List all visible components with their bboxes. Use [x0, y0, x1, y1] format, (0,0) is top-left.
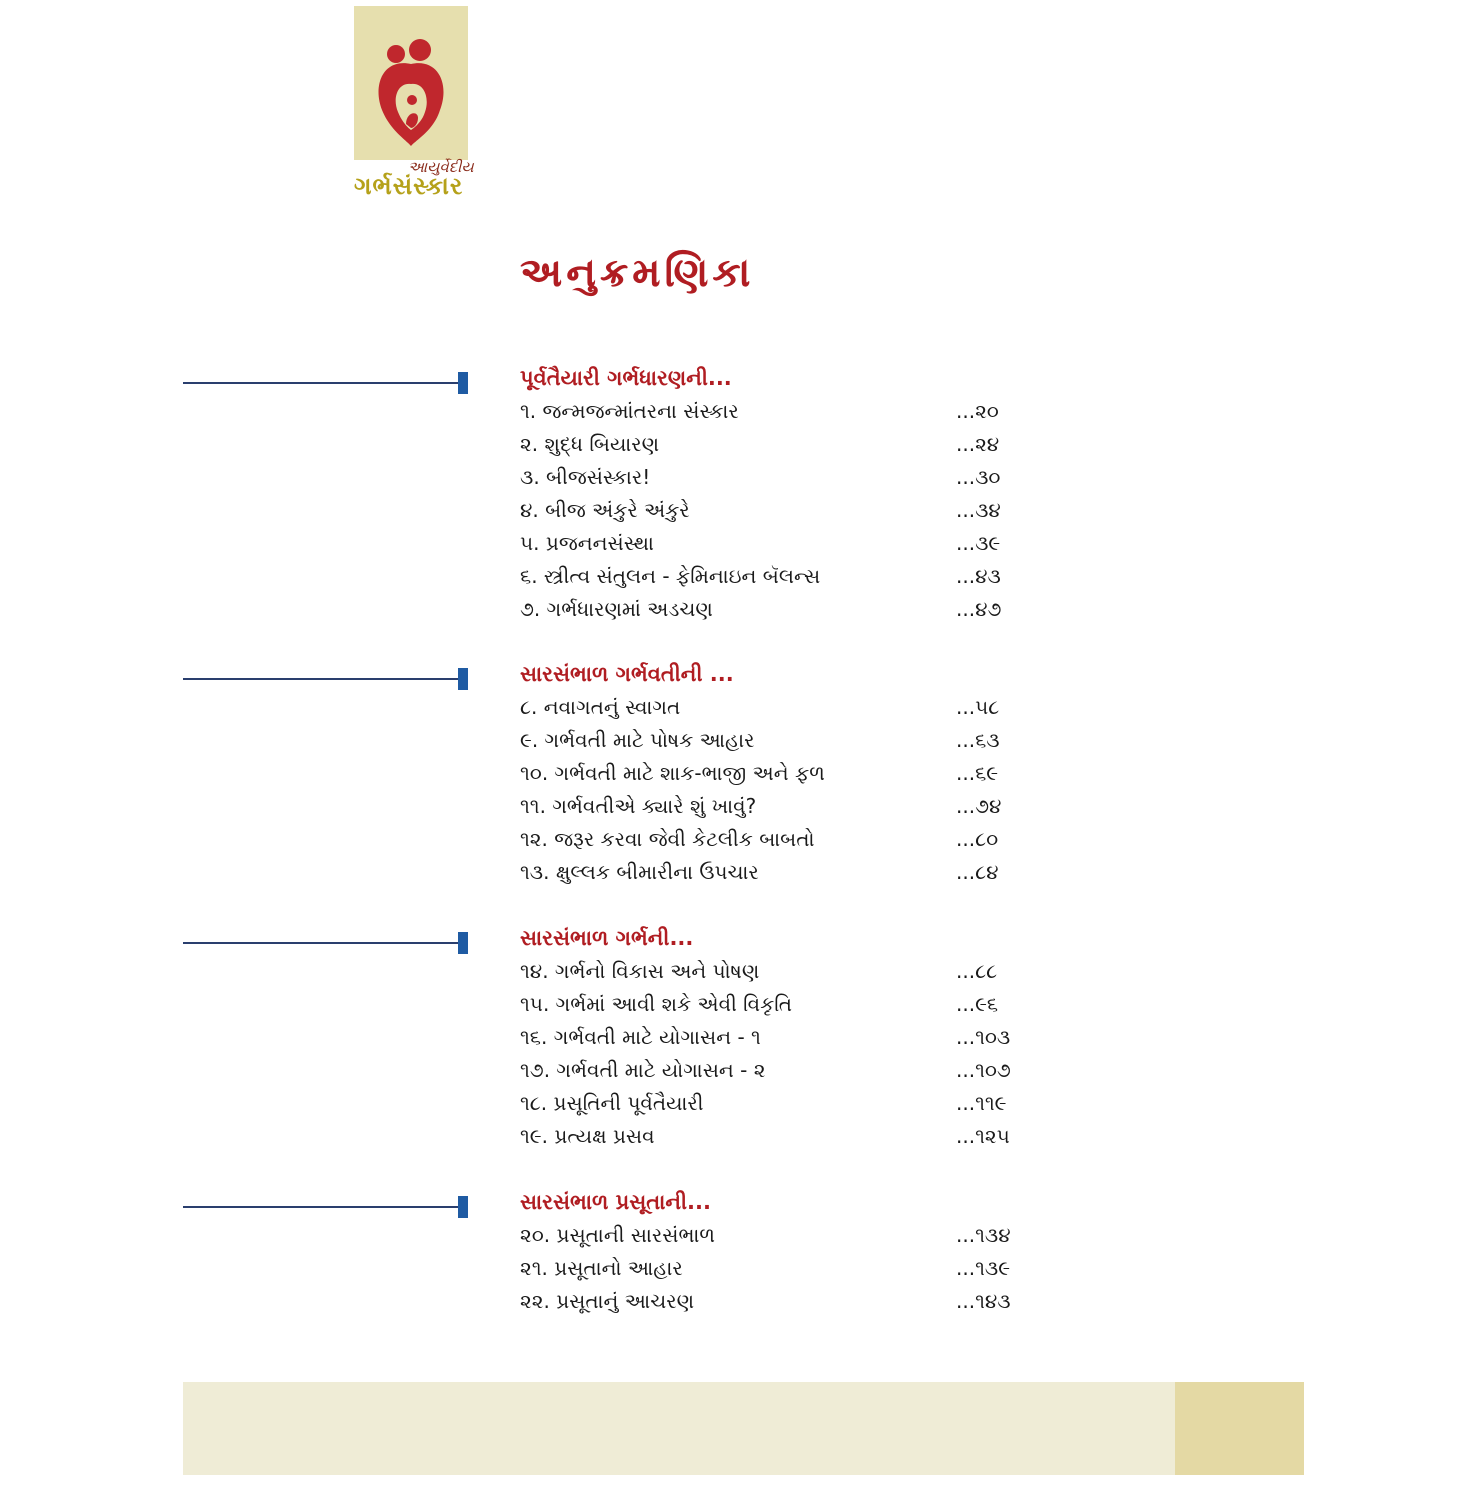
page-title: અનુક્રમણિકા	[520, 250, 755, 296]
entry-page-number: ...૬૩	[956, 728, 1000, 752]
entry-label: ૧૭. ગર્ભવતી માટે યોગાસન - ૨	[520, 1058, 766, 1082]
entry-page-number: ...૪૭	[956, 597, 1002, 621]
logo-subtitle: આયુર્વેદીય	[408, 158, 474, 176]
entry-page-number: ...૩૯	[956, 531, 1001, 555]
footer-band	[183, 1382, 1175, 1475]
toc-entry[interactable]	[520, 399, 1040, 432]
toc-entry[interactable]	[520, 564, 1040, 597]
entry-label: ૧૪. ગર્ભનો વિકાસ અને પોષણ	[520, 959, 760, 983]
entry-page-number: ...૧૪૩	[956, 1289, 1011, 1313]
entry-page-number: ...૩૦	[956, 465, 1001, 489]
family-heart-icon	[354, 6, 468, 160]
entry-page-number: ...૧૦૭	[956, 1058, 1011, 1082]
entry-label: ૧૨. જરૂર કરવા જેવી કેટલીક બાબતો	[520, 827, 815, 851]
entry-page-number: ...૭૪	[956, 794, 1002, 818]
entry-label: ૪. બીજ અંકુરે અંકુરે	[520, 498, 690, 522]
entry-label: ૧૧. ગર્ભવતીએ ક્યારે શું ખાવું?	[520, 794, 757, 818]
entry-page-number: ...૮૮	[956, 959, 998, 983]
toc-entry[interactable]	[520, 959, 1040, 992]
logo-title: ગર્ભસંસ્કાર	[354, 172, 464, 200]
entry-label: ૨. શુદ્ધ બિયારણ	[520, 432, 660, 456]
toc-entry[interactable]	[520, 728, 1040, 761]
entry-label: ૮. નવાગતનું સ્વાગત	[520, 695, 681, 719]
section-rule	[183, 942, 460, 944]
toc-entry[interactable]	[520, 1025, 1040, 1058]
entry-page-number: ...૧૩૯	[956, 1256, 1011, 1280]
toc-entry[interactable]	[520, 597, 1040, 630]
toc-entry[interactable]	[520, 1256, 1040, 1289]
section-title: સારસંભાળ પ્રસૂતાની...	[520, 1190, 711, 1214]
section-marker	[458, 1196, 468, 1218]
toc-entry[interactable]	[520, 498, 1040, 531]
toc-entry[interactable]	[520, 432, 1040, 465]
section-title: સારસંભાળ ગર્ભની...	[520, 926, 694, 950]
section-title: સારસંભાળ ગર્ભવતીની ...	[520, 662, 734, 686]
entry-page-number: ...૯૬	[956, 992, 999, 1016]
footer-accent-block	[1175, 1382, 1304, 1475]
toc-entry[interactable]	[520, 860, 1040, 893]
entry-page-number: ...૧૩૪	[956, 1223, 1011, 1247]
entry-label: ૧૯. પ્રત્યક્ષ પ્રસવ	[520, 1124, 655, 1148]
entry-page-number: ...૫૮	[956, 695, 1000, 719]
entry-label: ૯. ગર્ભવતી માટે પોષક આહાર	[520, 728, 755, 752]
entry-page-number: ...૧૨૫	[956, 1124, 1010, 1148]
entry-label: ૧૫. ગર્ભમાં આવી શકે એવી વિકૃતિ	[520, 992, 793, 1016]
toc-entry[interactable]	[520, 761, 1040, 794]
toc-entry[interactable]	[520, 695, 1040, 728]
entry-label: ૧૬. ગર્ભવતી માટે યોગાસન - ૧	[520, 1025, 761, 1049]
section-rule	[183, 678, 460, 680]
entry-page-number: ...૪૩	[956, 564, 1001, 588]
entry-page-number: ...૮૦	[956, 827, 999, 851]
toc-entry[interactable]	[520, 1289, 1040, 1322]
entry-label: ૩. બીજસંસ્કાર!	[520, 465, 651, 489]
entry-label: ૭. ગર્ભધારણમાં અડચણ	[520, 597, 713, 621]
entry-page-number: ...૮૪	[956, 860, 999, 884]
book-logo	[354, 6, 468, 160]
entry-label: ૫. પ્રજનનસંસ્થા	[520, 531, 654, 555]
entry-page-number: ...૧૦૩	[956, 1025, 1011, 1049]
section-marker	[458, 668, 468, 690]
section-rule	[183, 1206, 460, 1208]
entry-label: ૬. સ્ત્રીત્વ સંતુલન - ફેમિનાઇન બૅલન્સ	[520, 564, 821, 588]
entry-page-number: ...૧૧૯	[956, 1091, 1007, 1115]
toc-entry[interactable]	[520, 531, 1040, 564]
toc-entry[interactable]	[520, 794, 1040, 827]
toc-entry[interactable]	[520, 1223, 1040, 1256]
entry-label: ૧૦. ગર્ભવતી માટે શાક-ભાજી અને ફળ	[520, 761, 825, 785]
toc-entry[interactable]	[520, 1124, 1040, 1157]
section-marker	[458, 932, 468, 954]
entry-label: ૧. જન્મજન્માંતરના સંસ્કાર	[520, 399, 739, 423]
entry-page-number: ...૨૪	[956, 432, 1000, 456]
entry-label: ૨૧. પ્રસૂતાનો આહાર	[520, 1256, 683, 1280]
toc-entry[interactable]	[520, 827, 1040, 860]
entry-page-number: ...૬૯	[956, 761, 999, 785]
entry-label: ૨૨. પ્રસૂતાનું આચરણ	[520, 1289, 695, 1313]
toc-entry[interactable]	[520, 1058, 1040, 1091]
section-title: પૂર્વતૈયારી ગર્ભધારણની...	[520, 366, 732, 390]
entry-label: ૧૮. પ્રસૂતિની પૂર્વતૈયારી	[520, 1091, 704, 1115]
section-marker	[458, 372, 468, 394]
entry-page-number: ...૨૦	[956, 399, 999, 423]
entry-page-number: ...૩૪	[956, 498, 1001, 522]
toc-entry[interactable]	[520, 1091, 1040, 1124]
entry-label: ૧૩. ક્ષુલ્લક બીમારીના ઉપચાર	[520, 860, 759, 884]
toc-entry[interactable]	[520, 465, 1040, 498]
toc-entry[interactable]	[520, 992, 1040, 1025]
section-rule	[183, 382, 460, 384]
entry-label: ૨૦. પ્રસૂતાની સારસંભાળ	[520, 1223, 715, 1247]
